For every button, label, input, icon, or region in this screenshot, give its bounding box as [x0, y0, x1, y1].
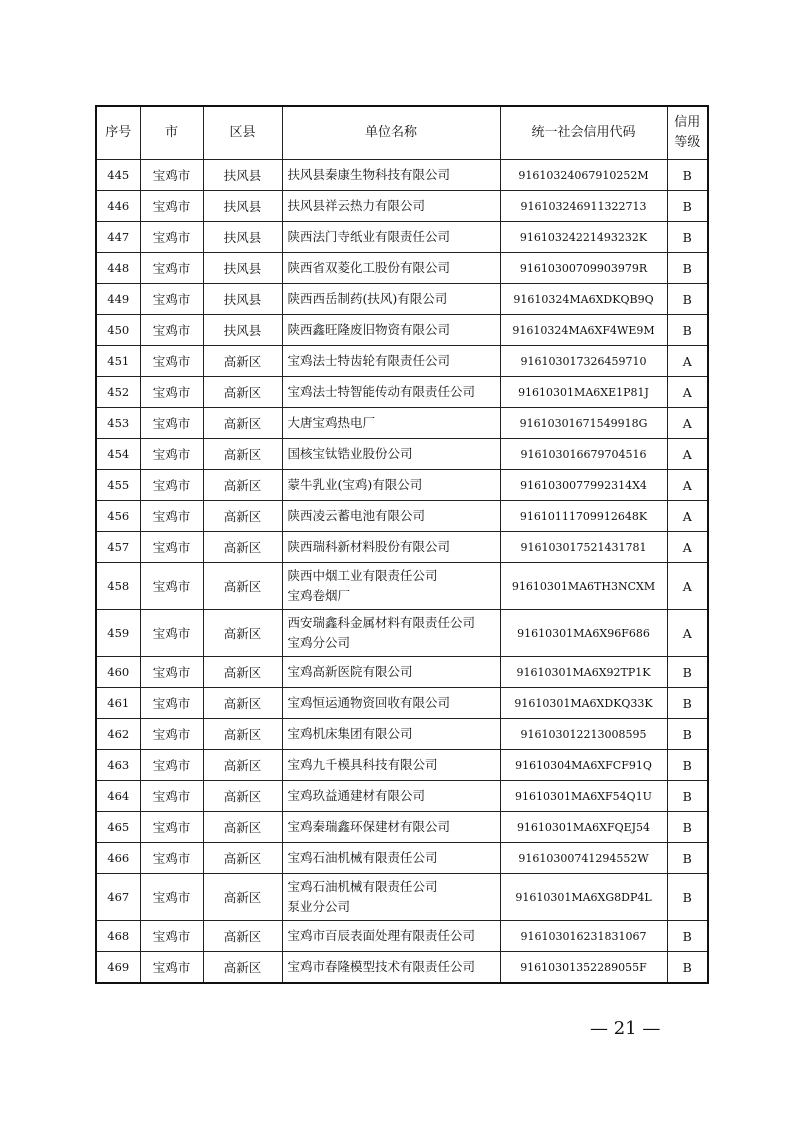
table-row [96, 719, 708, 750]
cell-credit-code: 91610300741294552W [500, 843, 667, 874]
cell-city: 宝鸡市 [140, 750, 203, 781]
table-row [96, 610, 708, 657]
cell-seq: 457 [96, 532, 140, 563]
cell-city: 宝鸡市 [140, 284, 203, 315]
cell-unit-name [282, 843, 500, 874]
table-row [96, 952, 708, 984]
unit-name-line: 陕西省双菱化工股份有限公司 [287, 260, 451, 275]
cell-unit-name [282, 315, 500, 346]
cell-seq: 458 [96, 563, 140, 610]
cell-seq: 464 [96, 781, 140, 812]
cell-credit-grade: B [667, 719, 708, 750]
cell-city: 宝鸡市 [140, 688, 203, 719]
cell-city: 宝鸡市 [140, 812, 203, 843]
cell-city: 宝鸡市 [140, 952, 203, 984]
cell-county: 高新区 [203, 874, 282, 921]
table-row [96, 408, 708, 439]
cell-county: 扶风县 [203, 253, 282, 284]
unit-name-line: 宝鸡法士特齿轮有限责任公司 [287, 353, 451, 368]
unit-name-line: 宝鸡法士特智能传动有限责任公司 [287, 384, 476, 399]
cell-seq: 450 [96, 315, 140, 346]
table-row [96, 501, 708, 532]
unit-name-line: 大唐宝鸡热电厂 [287, 415, 376, 430]
cell-city: 宝鸡市 [140, 439, 203, 470]
cell-city: 宝鸡市 [140, 253, 203, 284]
cell-county: 高新区 [203, 470, 282, 501]
cell-city: 宝鸡市 [140, 781, 203, 812]
cell-unit-name [282, 470, 500, 501]
cell-credit-grade: B [667, 952, 708, 984]
unit-name-line: 陕西瑞科新材料股份有限公司 [287, 539, 451, 554]
header-grade-line2: 等级 [674, 135, 701, 150]
cell-credit-code: 916103016231831067 [500, 921, 667, 952]
table-row [96, 657, 708, 688]
cell-unit-name [282, 750, 500, 781]
cell-city: 宝鸡市 [140, 160, 203, 191]
cell-county: 高新区 [203, 750, 282, 781]
table-row [96, 812, 708, 843]
cell-county: 扶风县 [203, 160, 282, 191]
unit-name-line: 泵业分公司 [287, 899, 351, 914]
table-row [96, 377, 708, 408]
cell-unit-name [282, 812, 500, 843]
cell-credit-grade: A [667, 563, 708, 610]
unit-name-line: 陕西西岳制药(扶风)有限公司 [287, 291, 448, 306]
cell-credit-code: 91610301MA6TH3NCXM [500, 563, 667, 610]
cell-seq: 460 [96, 657, 140, 688]
header-city: 市 [140, 106, 203, 160]
cell-city: 宝鸡市 [140, 377, 203, 408]
unit-name-line: 陕西凌云蓄电池有限公司 [287, 508, 426, 523]
cell-credit-grade: A [667, 439, 708, 470]
unit-name-line: 陕西法门寺纸业有限责任公司 [287, 229, 451, 244]
cell-unit-name [282, 284, 500, 315]
cell-county: 高新区 [203, 812, 282, 843]
cell-credit-code: 91610111709912648K [500, 501, 667, 532]
cell-unit-name [282, 688, 500, 719]
cell-city: 宝鸡市 [140, 501, 203, 532]
cell-city: 宝鸡市 [140, 719, 203, 750]
cell-seq: 446 [96, 191, 140, 222]
table-row [96, 346, 708, 377]
cell-credit-grade: B [667, 160, 708, 191]
cell-city: 宝鸡市 [140, 843, 203, 874]
unit-name-line: 宝鸡市百辰表面处理有限责任公司 [287, 928, 476, 943]
cell-credit-grade: A [667, 532, 708, 563]
cell-county: 高新区 [203, 781, 282, 812]
unit-name-line: 国核宝钛锆业股份公司 [287, 446, 413, 461]
header-row [96, 106, 708, 160]
cell-county: 高新区 [203, 719, 282, 750]
cell-credit-code: 91610324MA6XF4WE9M [500, 315, 667, 346]
header-grade-line1: 信用 [674, 115, 701, 130]
cell-credit-grade: B [667, 781, 708, 812]
cell-credit-code: 91610324221493232K [500, 222, 667, 253]
cell-county: 高新区 [203, 610, 282, 657]
cell-seq: 456 [96, 501, 140, 532]
cell-county: 高新区 [203, 408, 282, 439]
header-unit-name: 单位名称 [282, 106, 500, 160]
header-seq: 序号 [96, 106, 140, 160]
cell-unit-name [282, 563, 500, 610]
cell-credit-grade: B [667, 284, 708, 315]
unit-name-line: 蒙牛乳业(宝鸡)有限公司 [287, 477, 423, 492]
table-row [96, 750, 708, 781]
cell-seq: 455 [96, 470, 140, 501]
cell-unit-name [282, 222, 500, 253]
cell-city: 宝鸡市 [140, 408, 203, 439]
cell-credit-grade: A [667, 610, 708, 657]
cell-unit-name [282, 874, 500, 921]
cell-seq: 465 [96, 812, 140, 843]
cell-seq: 468 [96, 921, 140, 952]
cell-county: 高新区 [203, 657, 282, 688]
cell-county: 高新区 [203, 688, 282, 719]
cell-unit-name [282, 610, 500, 657]
cell-credit-code: 916103016679704516 [500, 439, 667, 470]
cell-credit-code: 916103017326459710 [500, 346, 667, 377]
cell-seq: 445 [96, 160, 140, 191]
unit-name-line: 宝鸡分公司 [287, 635, 351, 650]
cell-seq: 453 [96, 408, 140, 439]
unit-name-line: 宝鸡机床集团有限公司 [287, 726, 413, 741]
cell-seq: 448 [96, 253, 140, 284]
cell-county: 高新区 [203, 921, 282, 952]
cell-credit-grade: B [667, 812, 708, 843]
cell-credit-code: 91610301MA6X92TP1K [500, 657, 667, 688]
cell-credit-code: 91610301MA6XFQEJ54 [500, 812, 667, 843]
unit-name-line: 宝鸡高新医院有限公司 [287, 664, 413, 679]
table-header [96, 106, 708, 160]
cell-credit-grade: A [667, 501, 708, 532]
unit-name-line: 宝鸡玖益通建材有限公司 [287, 788, 426, 803]
cell-county: 高新区 [203, 843, 282, 874]
cell-seq: 467 [96, 874, 140, 921]
cell-seq: 461 [96, 688, 140, 719]
cell-city: 宝鸡市 [140, 563, 203, 610]
cell-credit-code: 916103246911322713 [500, 191, 667, 222]
cell-seq: 454 [96, 439, 140, 470]
table-row [96, 688, 708, 719]
header-credit-code: 统一社会信用代码 [500, 106, 667, 160]
table-row [96, 253, 708, 284]
cell-county: 高新区 [203, 532, 282, 563]
table-row [96, 222, 708, 253]
cell-seq: 463 [96, 750, 140, 781]
table-row [96, 470, 708, 501]
cell-credit-code: 9161030077992314X4 [500, 470, 667, 501]
cell-seq: 451 [96, 346, 140, 377]
cell-credit-code: 91610324MA6XDKQB9Q [500, 284, 667, 315]
table-row [96, 191, 708, 222]
table-row [96, 439, 708, 470]
header-county: 区县 [203, 106, 282, 160]
unit-name-line: 西安瑞鑫科金属材料有限责任公司 [287, 615, 476, 630]
cell-unit-name [282, 921, 500, 952]
table-row [96, 563, 708, 610]
cell-credit-grade: B [667, 843, 708, 874]
unit-name-line: 宝鸡石油机械有限责任公司 [287, 879, 438, 894]
cell-credit-grade: A [667, 470, 708, 501]
cell-county: 高新区 [203, 563, 282, 610]
cell-unit-name [282, 346, 500, 377]
cell-unit-name [282, 501, 500, 532]
cell-credit-code: 91610301671549918G [500, 408, 667, 439]
cell-credit-grade: B [667, 921, 708, 952]
cell-county: 高新区 [203, 439, 282, 470]
table-row [96, 315, 708, 346]
cell-credit-code: 91610301MA6XF54Q1U [500, 781, 667, 812]
unit-name-line: 宝鸡秦瑞鑫环保建材有限公司 [287, 819, 451, 834]
cell-seq: 449 [96, 284, 140, 315]
cell-county: 高新区 [203, 501, 282, 532]
cell-credit-grade: B [667, 315, 708, 346]
cell-seq: 452 [96, 377, 140, 408]
table-row [96, 843, 708, 874]
cell-credit-code: 91610301352289055F [500, 952, 667, 984]
cell-county: 高新区 [203, 377, 282, 408]
page-number: — 21 — [590, 1018, 661, 1039]
cell-county: 高新区 [203, 952, 282, 984]
cell-credit-grade: A [667, 346, 708, 377]
table-row [96, 284, 708, 315]
unit-name-line: 宝鸡恒运通物资回收有限公司 [287, 695, 451, 710]
cell-credit-code: 91610301MA6XDKQ33K [500, 688, 667, 719]
cell-unit-name [282, 439, 500, 470]
cell-credit-grade: B [667, 253, 708, 284]
cell-credit-grade: B [667, 657, 708, 688]
cell-county: 扶风县 [203, 222, 282, 253]
cell-county: 高新区 [203, 346, 282, 377]
cell-unit-name [282, 532, 500, 563]
cell-unit-name [282, 657, 500, 688]
cell-city: 宝鸡市 [140, 610, 203, 657]
cell-seq: 469 [96, 952, 140, 984]
cell-credit-grade: B [667, 688, 708, 719]
cell-seq: 447 [96, 222, 140, 253]
cell-seq: 466 [96, 843, 140, 874]
unit-name-line: 宝鸡石油机械有限责任公司 [287, 850, 438, 865]
cell-credit-grade: B [667, 750, 708, 781]
credit-rating-table [95, 105, 709, 984]
cell-city: 宝鸡市 [140, 470, 203, 501]
table-row [96, 781, 708, 812]
unit-name-line: 宝鸡九千模具科技有限公司 [287, 757, 438, 772]
cell-city: 宝鸡市 [140, 346, 203, 377]
cell-unit-name [282, 719, 500, 750]
cell-city: 宝鸡市 [140, 874, 203, 921]
cell-credit-grade: A [667, 377, 708, 408]
cell-city: 宝鸡市 [140, 315, 203, 346]
table-row [96, 921, 708, 952]
cell-unit-name [282, 191, 500, 222]
cell-city: 宝鸡市 [140, 532, 203, 563]
cell-county: 扶风县 [203, 284, 282, 315]
cell-city: 宝鸡市 [140, 657, 203, 688]
unit-name-line: 扶风县秦康生物科技有限公司 [287, 167, 451, 182]
table-row [96, 160, 708, 191]
cell-credit-code: 91610301MA6XG8DP4L [500, 874, 667, 921]
cell-unit-name [282, 952, 500, 984]
cell-credit-grade: B [667, 191, 708, 222]
cell-credit-code: 91610300709903979R [500, 253, 667, 284]
cell-seq: 462 [96, 719, 140, 750]
cell-credit-code: 916103017521431781 [500, 532, 667, 563]
cell-city: 宝鸡市 [140, 191, 203, 222]
cell-county: 扶风县 [203, 315, 282, 346]
unit-name-line: 扶风县祥云热力有限公司 [287, 198, 426, 213]
cell-seq: 459 [96, 610, 140, 657]
table-row [96, 874, 708, 921]
cell-unit-name [282, 253, 500, 284]
cell-unit-name [282, 408, 500, 439]
cell-city: 宝鸡市 [140, 921, 203, 952]
table-body [96, 160, 708, 984]
cell-credit-code: 91610304MA6XFCF91Q [500, 750, 667, 781]
cell-credit-grade: B [667, 222, 708, 253]
cell-unit-name [282, 160, 500, 191]
cell-credit-code: 91610301MA6XE1P81J [500, 377, 667, 408]
cell-county: 扶风县 [203, 191, 282, 222]
cell-credit-grade: A [667, 408, 708, 439]
header-credit-grade [667, 106, 708, 160]
cell-unit-name [282, 781, 500, 812]
cell-city: 宝鸡市 [140, 222, 203, 253]
cell-credit-code: 91610301MA6X96F686 [500, 610, 667, 657]
unit-name-line: 陕西中烟工业有限责任公司 [287, 568, 438, 583]
cell-credit-code: 916103012213008595 [500, 719, 667, 750]
cell-unit-name [282, 377, 500, 408]
cell-credit-code: 91610324067910252M [500, 160, 667, 191]
unit-name-line: 宝鸡卷烟厂 [287, 588, 351, 603]
unit-name-line: 宝鸡市春隆模型技术有限责任公司 [287, 959, 476, 974]
cell-credit-grade: B [667, 874, 708, 921]
table-row [96, 532, 708, 563]
unit-name-line: 陕西鑫旺隆废旧物资有限公司 [287, 322, 451, 337]
